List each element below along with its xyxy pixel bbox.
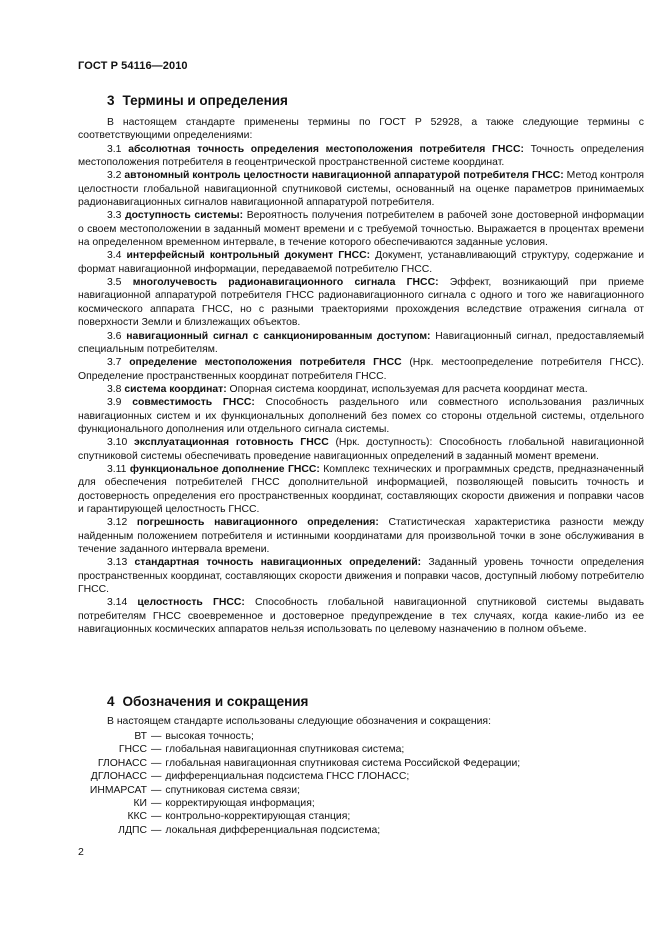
term-number: 3.13: [107, 557, 128, 569]
abbreviation-text: контрольно-корректирующая станция;: [165, 811, 351, 823]
page-number: 2: [78, 846, 84, 858]
section-3-heading: [107, 93, 288, 108]
term-name: навигационный сигнал с санкционированным доступом:: [126, 330, 431, 342]
abbreviation-code: КИ: [133, 798, 147, 810]
term-definition: [78, 143, 644, 170]
abbreviation-dash: —: [151, 744, 162, 756]
abbreviation-text: глобальная навигационная спутниковая система Российской Федерации;: [165, 757, 521, 769]
term-name: многолучевость радионавигационного сигнала ГНСС:: [132, 277, 439, 289]
abbreviation-code: ВТ: [134, 731, 147, 742]
term-number: 3.1: [107, 143, 122, 155]
term-number: 3.14: [107, 597, 128, 609]
term-text: Навигационный сигнал, предоставляемый специальным потребителям.: [78, 330, 644, 355]
term-definition: [78, 596, 644, 636]
term-name: система координат:: [124, 383, 227, 395]
term-text: Точность определения местоположения потребителя в геоцентрической пространственной системе координат.: [78, 143, 644, 169]
term-name: определение местоположения потребителя ГНСС: [129, 357, 402, 369]
term-name: интерфейсный контрольный документ ГНСС:: [126, 250, 371, 262]
term-number: 3.11: [107, 463, 127, 475]
abbreviation-code: ЛДПС: [118, 824, 147, 836]
term-definition: [78, 209, 644, 249]
term-name: доступность системы:: [125, 210, 244, 222]
abbreviation-dash: —: [151, 757, 162, 769]
term-text: Эффект, возникающий при приеме навигационной аппаратурой потребителя ГНСС радионавигационного сигнала с одного и того же навигационного космического аппарата ГНСС, но с разными траекториями прохождения вследствие отражения сигнала от поверхности Земли и близлежащих объектов.: [78, 277, 644, 329]
abbreviation-dash: —: [151, 811, 162, 823]
term-definition: [78, 276, 644, 329]
term-definition: [78, 356, 644, 383]
term-definition: [78, 516, 644, 556]
term-text: Вероятность получения потребителем в рабочей зоне достоверной информации о своем местоположении в заданный момент времени и с требуемой точностью. Выражается в процентах времени на определенном временном интервале, в течение которого обеспечиваются заданные условия.: [78, 210, 644, 249]
term-number: 3.7: [107, 357, 122, 369]
section-4-intro: В настоящем стандарте использованы следующие обозначения и сокращения:: [107, 716, 491, 727]
abbreviation-dash: —: [151, 784, 162, 796]
section-4-title: Обозначения и сокращения: [122, 694, 309, 709]
term-name: функциональное дополнение ГНСС:: [129, 463, 320, 475]
abbreviation-row: [78, 743, 644, 756]
term-name: стандартная точность навигационных определений:: [134, 557, 422, 569]
term-number: 3.9: [107, 397, 122, 409]
section-3-body: [78, 116, 644, 636]
abbreviation-text: дифференциальная подсистема ГНСС ГЛОНАСС;: [165, 771, 410, 783]
term-text: Документ, устанавливающий структуру, содержание и формат навигационной информации, передаваемой потребителю ГНСС.: [78, 250, 644, 275]
abbreviation-row: [78, 757, 644, 770]
term-text: Комплекс технических и программных средств, предназначенный для обеспечения потребителей ГНСС дополнительной информацией, позволяющей повысить точность и достоверность определения его пространственных координат, составляющих скорости движения и поправки часов и гарантирующей целостность ГНСС.: [78, 463, 644, 515]
abbreviation-list: [78, 730, 644, 837]
abbreviation-row: [78, 824, 644, 837]
abbreviation-dash: —: [151, 771, 162, 783]
term-definition: [78, 249, 644, 276]
term-text: Заданный уровень точности определения пространственных координат, составляющих скорости движения и поправки часов, доступный любому потребителю ГНСС.: [78, 557, 644, 596]
term-definition: [78, 396, 644, 436]
abbreviation-dash: —: [151, 731, 162, 742]
term-text: (Нрк. местоопределение потребителя ГНСС). Определение пространственных координат потребителя ГНСС.: [78, 357, 645, 382]
term-number: 3.10: [107, 437, 128, 449]
abbreviation-row: [78, 770, 644, 783]
abbreviation-code: ГЛОНАСС: [97, 757, 147, 769]
term-number: 3.2: [107, 170, 122, 182]
term-text: Метод контроля целостности глобальной навигационной спутниковой системы, основанный на оценке параметров принимаемых радионавигационных сигналов навигационной аппаратурой потребителя.: [78, 170, 644, 209]
abbreviation-text: глобальная навигационная спутниковая система;: [165, 744, 405, 756]
term-name: абсолютная точность определения местоположения потребителя ГНСС:: [128, 143, 524, 155]
abbreviation-text: спутниковая система связи;: [165, 784, 300, 796]
section-3-title: Термины и определения: [122, 93, 288, 108]
abbreviation-text: локальная дифференциальная подсистема;: [165, 824, 381, 836]
term-definition: [78, 383, 644, 396]
abbreviation-code: ГНСС: [118, 744, 147, 756]
term-text: Способность раздельного или совместного использования различных навигационных систем и их функциональных дополнений без помех со стороны отдельной системы, отдельного функционального дополнения или отдельного сигнала системы.: [78, 397, 645, 435]
document-header: ГОСТ Р 54116—2010: [78, 60, 188, 72]
abbreviation-row: [78, 784, 644, 797]
abbreviation-code: ДГЛОНАСС: [90, 771, 147, 783]
abbreviation-code: ККС: [127, 811, 147, 823]
section-3-number: 3: [107, 93, 115, 108]
abbreviation-dash: —: [151, 824, 162, 836]
term-text: Опорная система координат, используемая для расчета координат места.: [226, 383, 588, 395]
section-4-heading: [107, 694, 308, 709]
term-name: целостность ГНСС:: [137, 597, 245, 609]
abbreviation-row: [78, 810, 644, 823]
term-name: совместимость ГНСС:: [132, 397, 255, 409]
abbreviation-dash: —: [151, 798, 162, 810]
abbreviation-row: [78, 730, 644, 743]
term-number: 3.3: [107, 210, 122, 222]
term-name: погрешность навигационного определения:: [136, 517, 379, 529]
term-text: Способность глобальной навигационной спутниковой системы выдавать потребителям ГНСС своевременное и достоверное предупреждение в тех случаях, когда какие-либо из ее навигационных космических аппаратов нельзя использовать по целевому назначению в полном объеме.: [78, 597, 644, 636]
abbreviation-text: корректирующая информация;: [165, 798, 315, 810]
term-definition: [78, 169, 644, 209]
term-number: 3.8: [107, 383, 122, 395]
term-definition: [78, 330, 644, 357]
abbreviation-code: ИНМАРСАТ: [89, 784, 147, 796]
term-definition: [78, 463, 644, 516]
abbreviation-row: [78, 797, 644, 810]
term-definition: [78, 556, 644, 596]
term-name: автономный контроль целостности навигационной аппаратурой потребителя ГНСС:: [124, 170, 564, 182]
term-text: (Нрк. доступность): Способность глобальной навигационной спутниковой системы обеспечивать проведение навигационных определений в заданный момент времени.: [78, 437, 645, 462]
section-4-number: 4: [107, 694, 115, 709]
term-definition: [78, 436, 644, 463]
term-number: 3.5: [107, 277, 122, 289]
term-number: 3.12: [107, 517, 128, 529]
term-number: 3.4: [107, 250, 122, 262]
section-3-intro: В настоящем стандарте применены термины по ГОСТ Р 52928, а также следующие термины с соответствующими определениями:: [78, 117, 644, 142]
term-name: эксплуатационная готовность ГНСС: [133, 437, 329, 449]
term-text: Статистическая характеристика разности между найденным положением потребителя и истинными координатами для произвольной точки в зоне обслуживания в течение заданного интервала времени.: [78, 517, 644, 555]
term-number: 3.6: [107, 330, 122, 342]
abbreviation-text: высокая точность;: [165, 731, 254, 742]
